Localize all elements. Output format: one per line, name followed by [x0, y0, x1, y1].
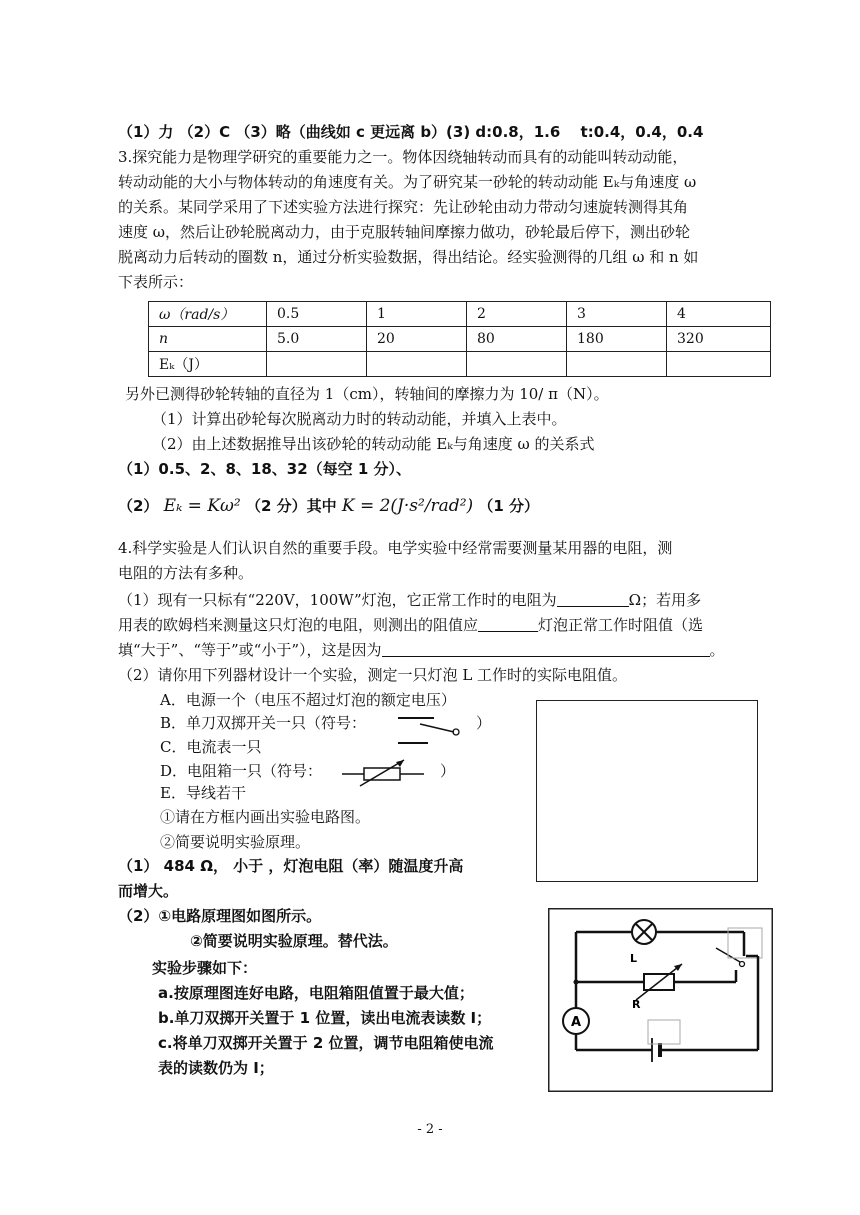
table-cell [367, 352, 467, 377]
item-d: D．电阻箱一只（符号： [160, 762, 323, 780]
q4-answer-2b: ②简要说明实验原理。替代法。 [190, 932, 398, 950]
q3-answer-2: （2） Eₖ = Kω² （2 分）其中 K = 2(J·s²/rad²) （1 分） [118, 496, 540, 516]
page-number: - 2 - [417, 1122, 443, 1137]
item-c: C．电流表一只 [160, 738, 262, 756]
table-cell: 80 [467, 327, 567, 352]
q4-part1-line1: （1）现有一只标有“220V，100W”灯泡，它正常工作时的电阻为 Ω；若用多 [118, 591, 702, 609]
step-c-cont: 表的读数仍为 I； [158, 1059, 274, 1077]
q3-note: 另外已测得砂轮转轴的直径为 1（cm），转轴间的摩擦力为 10/ π（N）。 [125, 385, 609, 403]
q4-part1-line2: 用表的欧姆档来测量这只灯泡的电阻，则测出的阻值应 灯泡正常工作时阻值（选 [118, 616, 704, 634]
table-row [149, 327, 771, 352]
table-cell: n [149, 327, 267, 352]
q4-part1-line3: 填“大于”、“等于”或“小于”），这是因为 。 [118, 641, 725, 659]
q3-answer-1: （1）0.5、2、8、18、32（每空 1 分）、 [118, 460, 412, 478]
table-cell: 5.0 [267, 327, 367, 352]
lamp-icon [632, 920, 656, 944]
answer-drawing-box[interactable] [536, 700, 758, 882]
q4-line-1: 4.科学实验是人们认识自然的重要手段。电学实验中经常需要测量某用器的电阻，测 [118, 539, 673, 557]
q3-line-6: 下表所示： [118, 273, 194, 291]
table-cell [667, 352, 771, 377]
table-cell: Eₖ（J） [149, 352, 267, 377]
step-a: a.按原理图连好电路，电阻箱阻值置于最大值； [158, 984, 474, 1002]
table-cell: 320 [667, 327, 771, 352]
table-cell: ω（rad/s） [149, 302, 267, 327]
switch-symbol-icon [396, 714, 466, 738]
switch-contact-icon [396, 738, 436, 748]
item-b: B．单刀双掷开关一只（符号： [160, 714, 367, 732]
q3-line-3: 的关系。某同学采用了下述实验方法进行探究：先让砂轮由动力带动匀速旋转测得其角 [118, 198, 689, 216]
table-cell: 0.5 [267, 302, 367, 327]
resistance-box-icon [340, 756, 430, 788]
q4-answer-1a: （1） 484 Ω， 小于 ，灯泡电阻（率）随温度升高 [118, 857, 464, 875]
resistor-label: R [632, 998, 641, 1011]
ammeter-icon [563, 1008, 589, 1034]
table-cell: 180 [567, 327, 667, 352]
task-2: ②简要说明实验原理。 [160, 833, 311, 851]
table-row [149, 302, 771, 327]
formula-ek: Eₖ = Kω² [163, 496, 241, 516]
lamp-label: L [630, 952, 638, 965]
table-cell [567, 352, 667, 377]
table-cell: 3 [567, 302, 667, 327]
q4-line-2: 电阻的方法有多种。 [118, 564, 254, 582]
table-cell [267, 352, 367, 377]
data-table [148, 301, 771, 377]
q4-part2: （2）请你用下列器材设计一个实验，测定一只灯泡 L 工作时的实际电阻值。 [118, 666, 628, 684]
answer-line-top: （1）力 （2）C （3）略（曲线如 c 更远离 b）(3) d:0.8，1.6 t:0.4，0.4，0.4 [118, 123, 704, 141]
item-e: E．导线若干 [160, 784, 246, 802]
table-cell [467, 352, 567, 377]
svg-text:A: A [571, 1015, 582, 1030]
q3-line-2: 转动动能的大小与物体转动的角速度有关。为了研究某一砂轮的转动动能 Eₖ与角速度 ω [118, 173, 697, 191]
q3-line-4: 速度 ω，然后让砂轮脱离动力，由于克服转轴间摩擦力做功，砂轮最后停下，测出砂轮 [118, 223, 691, 241]
item-b-close: ） [476, 714, 492, 732]
step-c: c.将单刀双掷开关置于 2 位置，调节电阻箱使电流 [158, 1034, 494, 1052]
q3-line-1: 3.探究能力是物理学研究的重要能力之一。物体因绕轴转动而具有的动能叫转动动能， [118, 148, 688, 166]
blank-compare[interactable] [478, 616, 538, 632]
blank-reason[interactable] [382, 641, 710, 657]
q4-answer-1b: 而增大。 [118, 882, 179, 900]
switch-icon [716, 928, 762, 967]
steps-title: 实验步骤如下： [152, 959, 258, 977]
q4-answer-2: （2）①电路原理图如图所示。 [118, 907, 322, 925]
q3-sub-2: （2）由上述数据推导出该砂轮的转动动能 Eₖ与角速度 ω 的关系式 [152, 435, 595, 453]
q3-sub-1: （1）计算出砂轮每次脱离动力时的转动动能，并填入上表中。 [152, 410, 567, 428]
step-b: b.单刀双掷开关置于 1 位置，读出电流表读数 I； [158, 1009, 492, 1027]
circuit-diagram [548, 908, 773, 1092]
item-d-close: ） [440, 762, 456, 780]
blank-resistance[interactable] [557, 591, 629, 607]
formula-k: K = 2(J·s²/rad²) [341, 496, 474, 516]
table-cell: 2 [467, 302, 567, 327]
table-cell: 20 [367, 327, 467, 352]
table-row [149, 352, 771, 377]
table-cell: 1 [367, 302, 467, 327]
table-cell: 4 [667, 302, 771, 327]
q3-line-5: 脱离动力后转动的圈数 n，通过分析实验数据，得出结论。经实验测得的几组 ω 和 n 如 [118, 248, 699, 266]
task-1: ①请在方框内画出实验电路图。 [160, 808, 371, 826]
battery-icon [648, 1020, 680, 1062]
item-a: A．电源一个（电压不超过灯泡的额定电压） [160, 691, 456, 709]
